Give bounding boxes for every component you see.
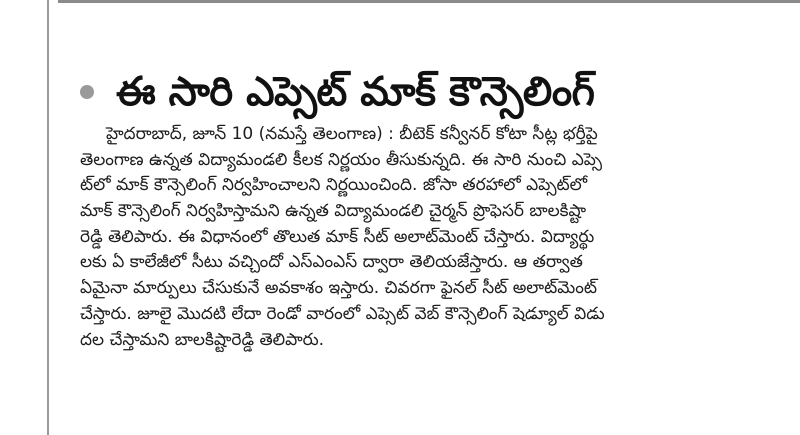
body-line-3: ట్‌లో మాక్ కౌన్సెలింగ్ నిర్వహించాలని నిర్ణయించింది. జోసా తరహాలో ఎప్సెట్‌లో bbox=[80, 175, 588, 196]
headline-row bbox=[80, 62, 594, 122]
body-line-6: లకు ఏ కాలేజీలో సీటు వచ్చిందో ఎస్ఎంఎస్ ద్వారా తెలియజేస్తారు. ఆ తర్వాత bbox=[80, 252, 583, 273]
left-column-rule bbox=[47, 0, 49, 435]
news-article bbox=[80, 0, 780, 435]
article-headline: ఈ సారి ఎప్సెట్ మాక్ కౌన్సెలింగ్ bbox=[116, 69, 595, 115]
body-line-8: చేస్తారు. జూలై మొదటి లేదా రెండో వారంలో ఎప్సెట్ వెబ్ కౌన్సెలింగ్ షెడ్యూల్ విడు bbox=[80, 303, 605, 324]
body-line-1: హైదరాబాద్, జూన్ 10 (నమస్తే తెలంగాణ) : బీటెక్ కన్వీనర్ కోటా సీట్ల భర్తీపై bbox=[106, 124, 598, 144]
body-line-2: తెలంగాణ ఉన్నత విద్యామండలి కీలక నిర్ణయం తీసుకున్నది. ఈ సారి నుంచి ఎప్సె bbox=[80, 149, 603, 170]
body-line-5: రెడ్డి తెలిపారు. ఈ విధానంలో తొలుత మాక్ సీట్ అలాట్‌మెంట్ చేస్తారు. విద్యార్థు bbox=[80, 226, 595, 247]
body-line-4: మాక్ కౌన్సెలింగ్ నిర్వహిస్తామని ఉన్నత విద్యామండలి చైర్మన్ ప్రొఫెసర్ బాలకిష్టా bbox=[80, 201, 587, 222]
bullet-icon bbox=[80, 85, 94, 99]
body-line-7: ఏమైనా మార్పులు చేసుకునే అవకాశం ఇస్తారు. చివరగా ఫైనల్ సీట్ అలాట్‌మెంట్ bbox=[80, 278, 597, 299]
article-body bbox=[80, 122, 780, 353]
body-line-9: దల చేస్తామని బాలకిష్టారెడ్డి తెలిపారు. bbox=[80, 329, 325, 350]
